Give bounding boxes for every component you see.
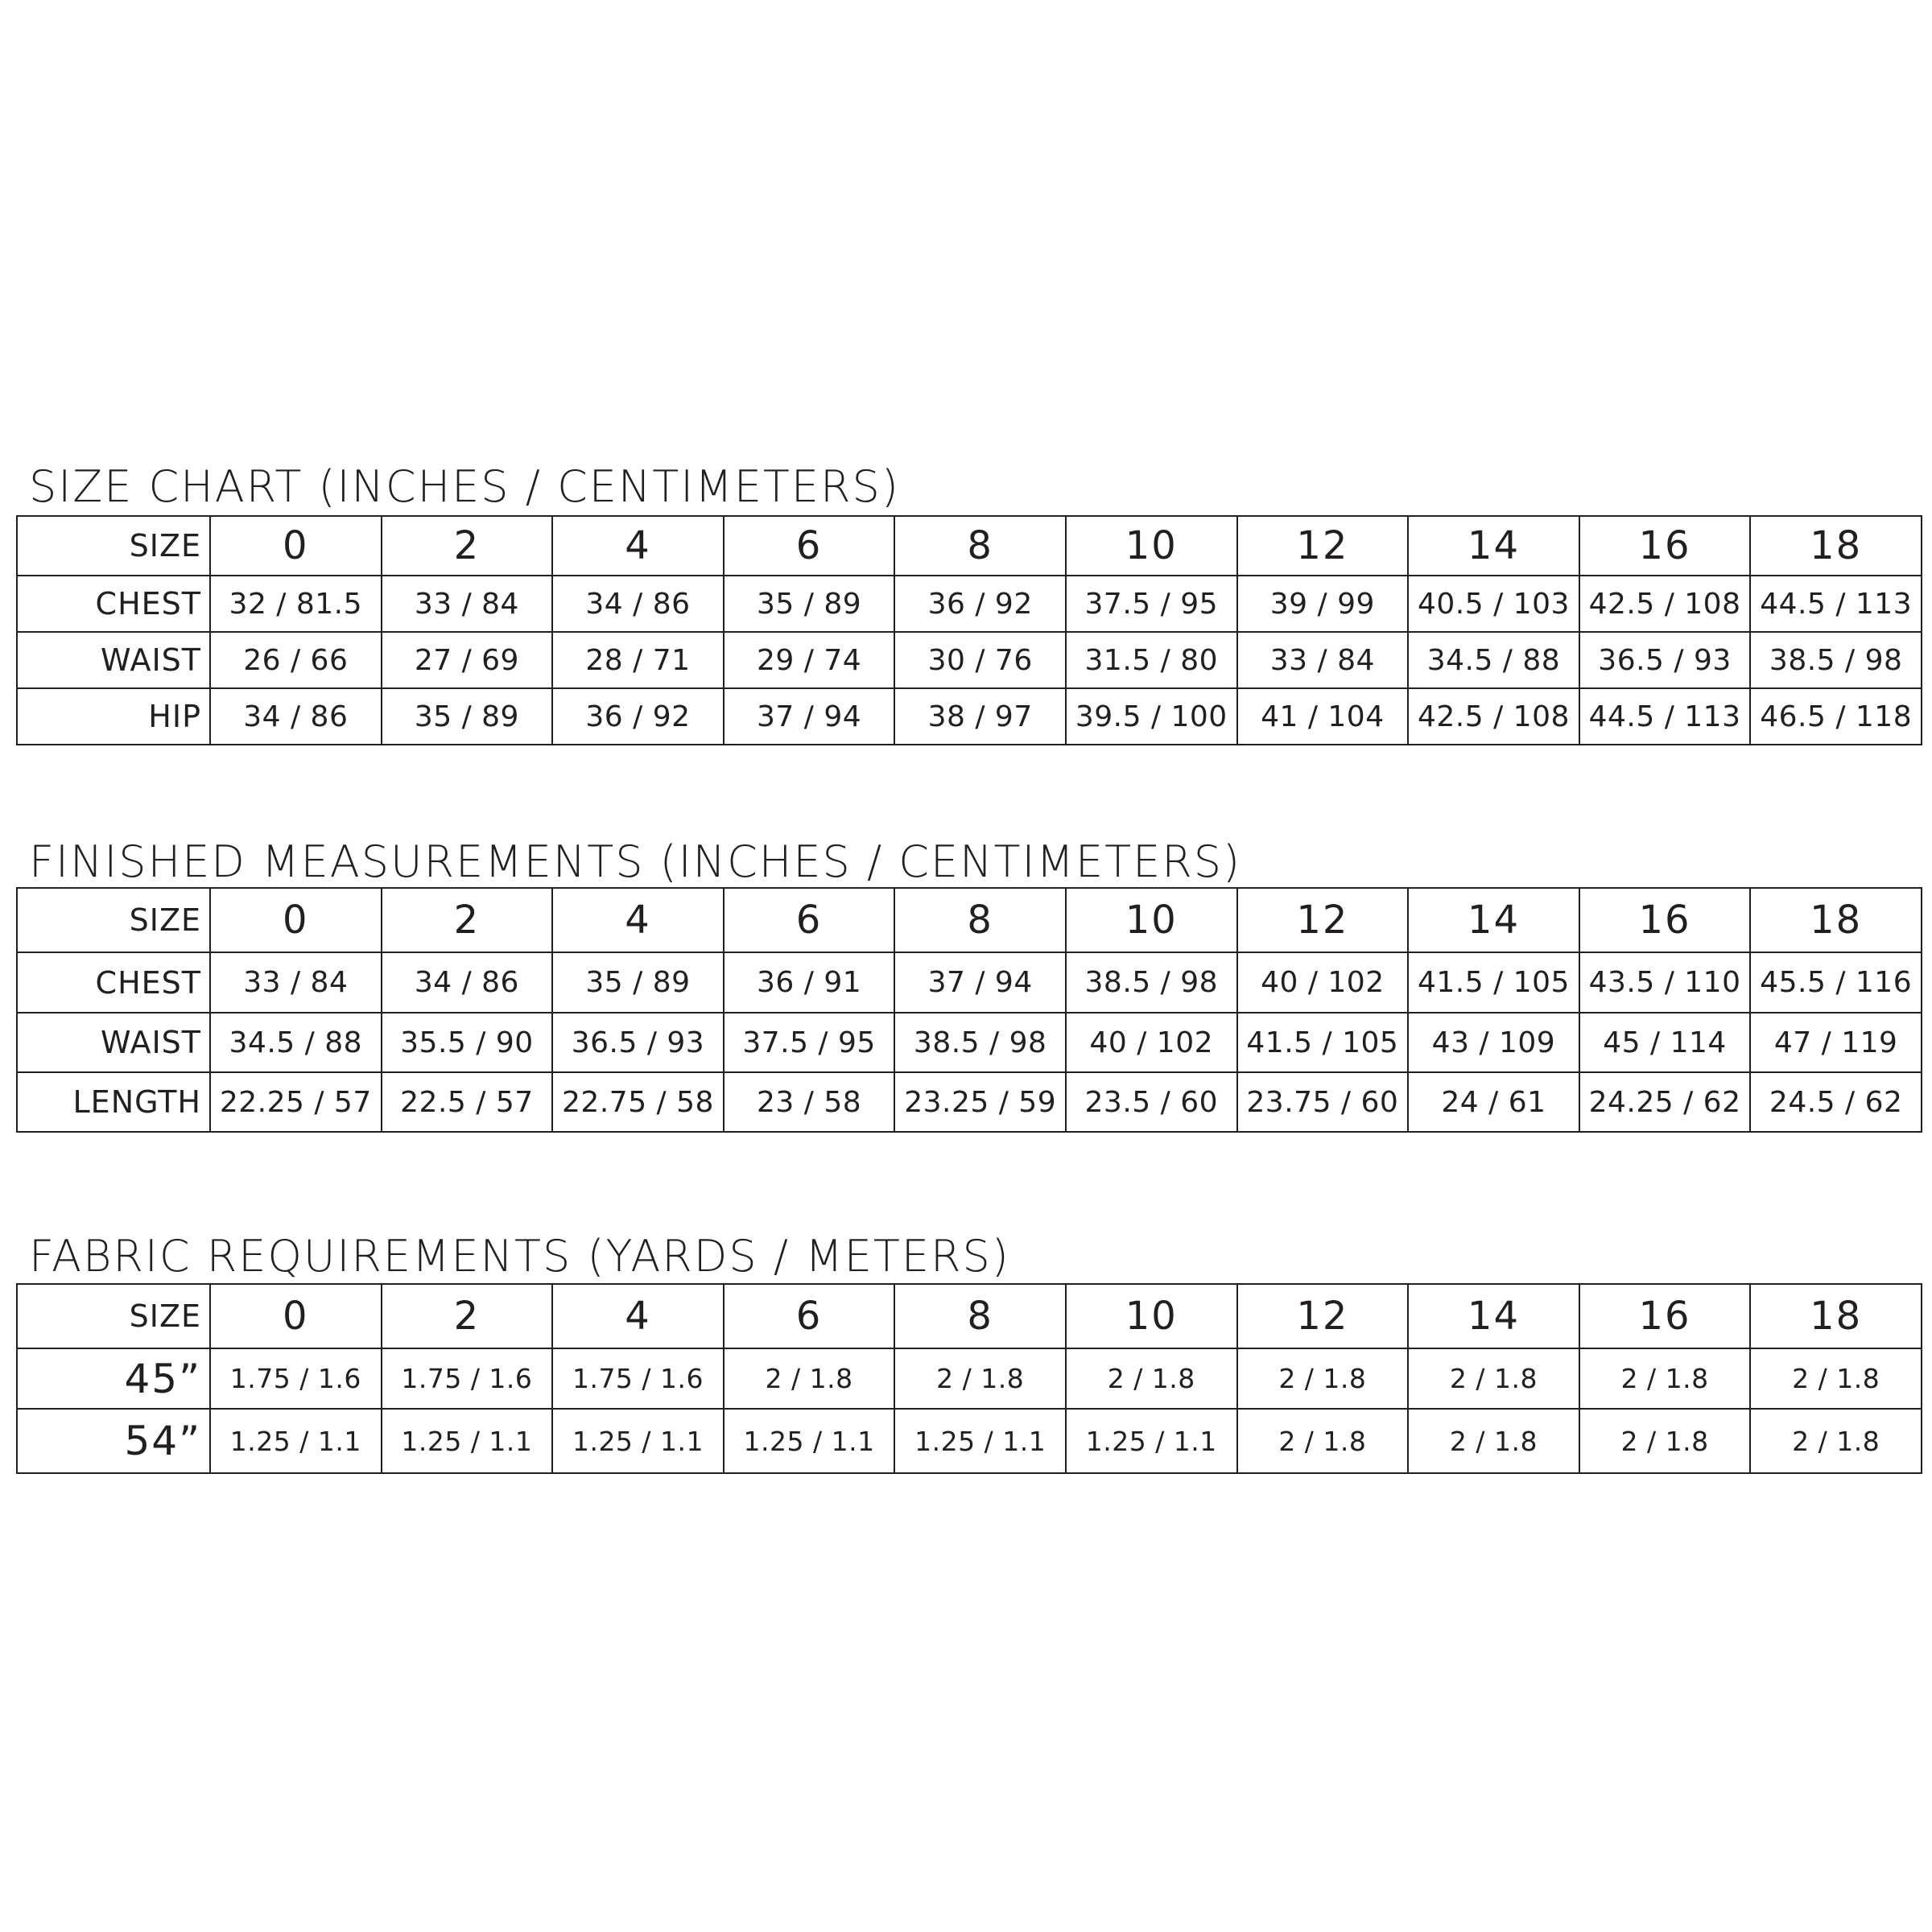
- table-cell: 23.75 / 60: [1237, 1072, 1409, 1132]
- size-header-row: [17, 888, 1922, 952]
- size-cell: 10: [1066, 1284, 1237, 1348]
- table-cell: 23.25 / 59: [894, 1072, 1066, 1132]
- size-cell: 0: [210, 516, 382, 576]
- table-cell: 36 / 92: [552, 688, 724, 745]
- size-cell: 8: [894, 1284, 1066, 1348]
- row-label: 54”: [17, 1409, 210, 1473]
- table-cell: 40 / 102: [1237, 952, 1409, 1013]
- size-cell: 0: [210, 888, 382, 952]
- table-cell: 1.75 / 1.6: [552, 1348, 724, 1409]
- table-cell: 1.25 / 1.1: [724, 1409, 895, 1473]
- fabric-45-row: [17, 1348, 1922, 1409]
- chest-row: [17, 952, 1922, 1013]
- size-cell: 16: [1579, 1284, 1751, 1348]
- row-label: CHEST: [17, 576, 210, 632]
- table-cell: 46.5 / 118: [1750, 688, 1922, 745]
- table-cell: 1.25 / 1.1: [894, 1409, 1066, 1473]
- table-cell: 34.5 / 88: [1408, 632, 1579, 688]
- table-cell: 23.5 / 60: [1066, 1072, 1237, 1132]
- size-cell: 12: [1237, 888, 1409, 952]
- table-cell: 36 / 91: [724, 952, 895, 1013]
- size-cell: 12: [1237, 1284, 1409, 1348]
- table-cell: 2 / 1.8: [1237, 1409, 1409, 1473]
- table-cell: 45 / 114: [1579, 1013, 1751, 1072]
- table-cell: 43 / 109: [1408, 1013, 1579, 1072]
- waist-row: [17, 632, 1922, 688]
- table-cell: 33 / 84: [382, 576, 553, 632]
- table-cell: 23 / 58: [724, 1072, 895, 1132]
- size-chart-table: [16, 515, 1922, 745]
- table-cell: 38.5 / 98: [1066, 952, 1237, 1013]
- row-label: HIP: [17, 688, 210, 745]
- table-cell: 32 / 81.5: [210, 576, 382, 632]
- table-cell: 2 / 1.8: [1408, 1348, 1579, 1409]
- table-cell: 2 / 1.8: [1066, 1348, 1237, 1409]
- size-cell: 4: [552, 1284, 724, 1348]
- length-row: [17, 1072, 1922, 1132]
- size-cell: 10: [1066, 516, 1237, 576]
- table-cell: 30 / 76: [894, 632, 1066, 688]
- table-cell: 31.5 / 80: [1066, 632, 1237, 688]
- finished-measurements-table: [16, 887, 1922, 1133]
- table-cell: 22.75 / 58: [552, 1072, 724, 1132]
- table-cell: 36.5 / 93: [552, 1013, 724, 1072]
- table-cell: 35.5 / 90: [382, 1013, 553, 1072]
- table-cell: 28 / 71: [552, 632, 724, 688]
- table-cell: 1.25 / 1.1: [552, 1409, 724, 1473]
- table-cell: 1.25 / 1.1: [1066, 1409, 1237, 1473]
- table-cell: 44.5 / 113: [1750, 576, 1922, 632]
- row-label: 45”: [17, 1348, 210, 1409]
- table-cell: 1.25 / 1.1: [210, 1409, 382, 1473]
- table-cell: 36 / 92: [894, 576, 1066, 632]
- table-cell: 1.75 / 1.6: [382, 1348, 553, 1409]
- size-header-row: [17, 1284, 1922, 1348]
- table-cell: 41.5 / 105: [1408, 952, 1579, 1013]
- size-cell: 18: [1750, 1284, 1922, 1348]
- hip-row: [17, 688, 1922, 745]
- size-cell: 4: [552, 516, 724, 576]
- size-cell: 14: [1408, 516, 1579, 576]
- size-header-label: SIZE: [17, 1284, 210, 1348]
- table-cell: 29 / 74: [724, 632, 895, 688]
- table-cell: 40.5 / 103: [1408, 576, 1579, 632]
- table-cell: 38.5 / 98: [894, 1013, 1066, 1072]
- size-cell: 4: [552, 888, 724, 952]
- table-cell: 24.25 / 62: [1579, 1072, 1751, 1132]
- table-cell: 35 / 89: [724, 576, 895, 632]
- fabric-requirements-table: [16, 1283, 1922, 1474]
- size-cell: 12: [1237, 516, 1409, 576]
- table-cell: 45.5 / 116: [1750, 952, 1922, 1013]
- table-cell: 34 / 86: [552, 576, 724, 632]
- table-cell: 39 / 99: [1237, 576, 1409, 632]
- size-cell: 0: [210, 1284, 382, 1348]
- table-cell: 24.5 / 62: [1750, 1072, 1922, 1132]
- table-cell: 1.75 / 1.6: [210, 1348, 382, 1409]
- table-cell: 44.5 / 113: [1579, 688, 1751, 745]
- size-cell: 18: [1750, 888, 1922, 952]
- finished-measurements-title: FINISHED MEASUREMENTS (INCHES / CENTIMETERS): [29, 836, 1242, 887]
- table-cell: 33 / 84: [210, 952, 382, 1013]
- fabric-54-row: [17, 1409, 1922, 1473]
- table-cell: 40 / 102: [1066, 1013, 1237, 1072]
- size-cell: 14: [1408, 1284, 1579, 1348]
- size-cell: 16: [1579, 888, 1751, 952]
- row-label: WAIST: [17, 632, 210, 688]
- table-cell: 39.5 / 100: [1066, 688, 1237, 745]
- table-cell: 2 / 1.8: [1579, 1409, 1751, 1473]
- table-cell: 34 / 86: [210, 688, 382, 745]
- table-cell: 34 / 86: [382, 952, 553, 1013]
- table-cell: 22.5 / 57: [382, 1072, 553, 1132]
- table-cell: 2 / 1.8: [1408, 1409, 1579, 1473]
- size-cell: 8: [894, 516, 1066, 576]
- table-cell: 37.5 / 95: [724, 1013, 895, 1072]
- size-cell: 6: [724, 1284, 895, 1348]
- size-header-label: SIZE: [17, 516, 210, 576]
- waist-row: [17, 1013, 1922, 1072]
- size-cell: 18: [1750, 516, 1922, 576]
- table-cell: 42.5 / 108: [1408, 688, 1579, 745]
- table-cell: 38 / 97: [894, 688, 1066, 745]
- table-cell: 33 / 84: [1237, 632, 1409, 688]
- table-cell: 2 / 1.8: [1750, 1348, 1922, 1409]
- row-label: CHEST: [17, 952, 210, 1013]
- table-cell: 42.5 / 108: [1579, 576, 1751, 632]
- table-cell: 2 / 1.8: [1237, 1348, 1409, 1409]
- table-cell: 24 / 61: [1408, 1072, 1579, 1132]
- table-cell: 2 / 1.8: [724, 1348, 895, 1409]
- table-cell: 2 / 1.8: [894, 1348, 1066, 1409]
- size-cell: 14: [1408, 888, 1579, 952]
- table-cell: 34.5 / 88: [210, 1013, 382, 1072]
- row-label: LENGTH: [17, 1072, 210, 1132]
- table-cell: 27 / 69: [382, 632, 553, 688]
- size-header-label: SIZE: [17, 888, 210, 952]
- table-cell: 37.5 / 95: [1066, 576, 1237, 632]
- table-cell: 35 / 89: [382, 688, 553, 745]
- chest-row: [17, 576, 1922, 632]
- fabric-requirements-title: FABRIC REQUIREMENTS (YARDS / METERS): [29, 1231, 1010, 1282]
- size-cell: 16: [1579, 516, 1751, 576]
- table-cell: 37 / 94: [724, 688, 895, 745]
- size-chart-title: SIZE CHART (INCHES / CENTIMETERS): [29, 461, 900, 512]
- table-cell: 2 / 1.8: [1579, 1348, 1751, 1409]
- size-cell: 6: [724, 516, 895, 576]
- size-header-row: [17, 516, 1922, 576]
- size-cell: 10: [1066, 888, 1237, 952]
- table-cell: 26 / 66: [210, 632, 382, 688]
- size-cell: 2: [382, 516, 553, 576]
- table-cell: 37 / 94: [894, 952, 1066, 1013]
- table-cell: 38.5 / 98: [1750, 632, 1922, 688]
- table-cell: 2 / 1.8: [1750, 1409, 1922, 1473]
- size-cell: 2: [382, 1284, 553, 1348]
- size-cell: 2: [382, 888, 553, 952]
- table-cell: 22.25 / 57: [210, 1072, 382, 1132]
- table-cell: 47 / 119: [1750, 1013, 1922, 1072]
- table-cell: 35 / 89: [552, 952, 724, 1013]
- table-cell: 41.5 / 105: [1237, 1013, 1409, 1072]
- size-cell: 8: [894, 888, 1066, 952]
- table-cell: 41 / 104: [1237, 688, 1409, 745]
- size-cell: 6: [724, 888, 895, 952]
- table-cell: 43.5 / 110: [1579, 952, 1751, 1013]
- table-cell: 1.25 / 1.1: [382, 1409, 553, 1473]
- row-label: WAIST: [17, 1013, 210, 1072]
- table-cell: 36.5 / 93: [1579, 632, 1751, 688]
